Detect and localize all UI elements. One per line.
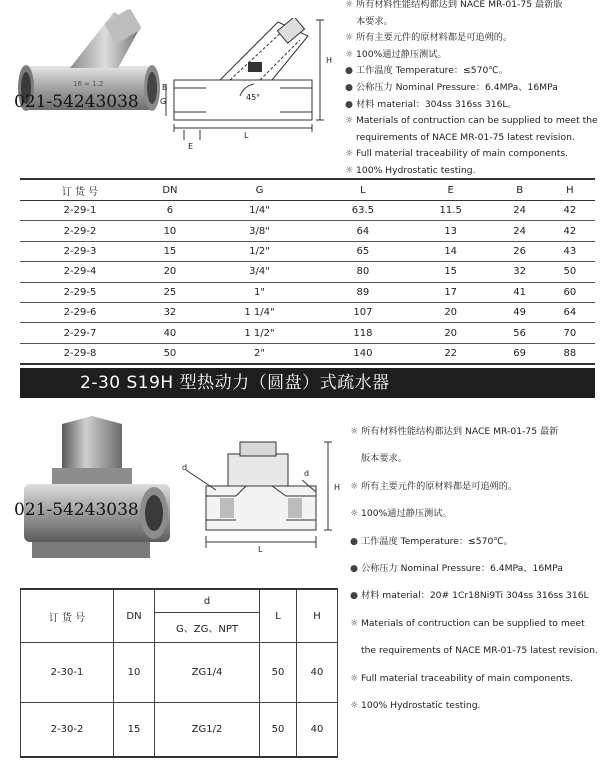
spec-line: ● 工作温度 Temperature：≤570℃。 [350,535,513,547]
table-cell: 80 [319,262,407,282]
spec-line: ☼ Full material traceability of main components. [345,148,569,160]
col-l: L [260,589,297,643]
y-strainer-spec-table [20,178,595,365]
table-cell: 40 [297,643,338,703]
spec-line: ☼ 100% Hydrostatic testing. [345,164,476,176]
table-cell: 1 1/2" [200,323,319,343]
col-order-no: 订 货 号 [21,589,114,643]
dim-g-label: G [160,97,167,106]
table-cell: 14 [407,241,495,261]
spec-line: ☼ Full material traceability of main components. [350,672,574,684]
table-cell: 2-29-3 [20,241,140,261]
table-cell: 50 [260,643,297,703]
table-cell: ZG1/4 [155,643,260,703]
table-cell: 65 [319,241,407,261]
steam-trap-spec-table [20,588,338,758]
table-cell: 3/4" [200,262,319,282]
table-cell: 88 [545,343,595,364]
table-cell: 2-30-1 [21,643,114,703]
table-cell: 15 [407,262,495,282]
spec-line: requirements of NACE MR-01-75 latest revision. [356,131,575,143]
table-cell: 64 [545,302,595,322]
table-cell: 26 [495,241,545,261]
table-row [20,221,595,241]
table-cell: 50 [260,703,297,757]
table-cell: 42 [545,201,595,221]
col-b: B [495,179,545,201]
table-cell: 140 [319,343,407,364]
table-row [20,241,595,261]
col-l: L [319,179,407,201]
spec-line: ☼ Materials of contruction can be supplied to meet the [345,115,598,127]
spec-line: ☼ 所有材料性能结构都达到 NACE MR-01-75 最新 [350,426,559,437]
table-cell: 24 [495,221,545,241]
table-cell: 20 [407,323,495,343]
table-row [20,262,595,282]
y-strainer-photo [18,4,163,144]
col-h: H [545,179,595,201]
table-cell: 22 [407,343,495,364]
table-cell: 42 [545,221,595,241]
table-row [21,703,338,757]
table-cell: 89 [319,282,407,302]
col-d-sub: G、ZG、NPT [155,613,260,643]
table-cell: 24 [495,201,545,221]
table-cell: 50 [140,343,200,364]
spec-line: ● 工作温度 Temperature：≤570℃。 [345,65,508,77]
dim-h-label-2: H [334,483,341,492]
spec-line: ☼ 所有主要元件的原材料都是可追朔的。 [350,480,518,492]
spec-line: ● 材料 material：304ss 316ss 316L。 [345,98,517,110]
table-header-row [21,589,338,613]
spec-line: ☼ 100%通过静压测试。 [350,508,452,520]
table-cell: 13 [407,221,495,241]
table-cell: 32 [495,262,545,282]
table-cell: 70 [545,323,595,343]
phone-watermark: 021-54243038 [14,92,139,112]
table-cell: 2" [200,343,319,364]
table-cell: 10 [140,221,200,241]
spec-line: ☼ 所有主要元件的原材料都是可追朔的。 [345,32,513,44]
table-cell: 107 [319,302,407,322]
steam-trap-drawing [176,440,352,554]
col-g: G [200,179,319,201]
section-title: 2-30 S19H 型热动力（圆盘）式疏水器 [80,373,390,393]
spec-line: the requirements of NACE MR-01-75 latest revision. [361,645,598,657]
table-cell: 3/8" [200,221,319,241]
col-dn: DN [114,589,155,643]
table-cell: 1/2" [200,241,319,261]
spec-line: 本要求。 [356,15,393,27]
col-h: H [297,589,338,643]
table-cell: 69 [495,343,545,364]
table-cell: 10 [114,643,155,703]
table-cell: 1/4" [200,201,319,221]
section-title-banner [20,368,595,398]
table-cell: 63.5 [319,201,407,221]
table-cell: 40 [297,703,338,757]
top-spec-list [345,0,598,180]
table-cell: 40 [140,323,200,343]
spec-line: ☼ 100% Hydrostatic testing. [350,700,481,712]
table-cell: 15 [114,703,155,757]
table-cell: 2-30-2 [21,703,114,757]
dim-l-label: L [244,131,249,140]
table-cell: 2-29-4 [20,262,140,282]
table-cell: 25 [140,282,200,302]
table-cell: 11.5 [407,201,495,221]
spec-line: ☼ 所有材料性能结构都达到 NACE MR-01-75 最新版 [345,0,563,10]
col-order-no: 订 货 号 [20,179,140,201]
table-row [20,323,595,343]
table-cell: 17 [407,282,495,302]
spec-line: ● 公称压力 Nominal Pressure：6.4MPa、16MPa [350,563,563,575]
table-cell: 64 [319,221,407,241]
angle-label: 45° [246,93,261,102]
col-e: E [407,179,495,201]
table-cell: 43 [545,241,595,261]
table-cell: 1" [200,282,319,302]
table-header-row [20,179,595,201]
table-cell: 56 [495,323,545,343]
table-cell: 118 [319,323,407,343]
table-cell: 60 [545,282,595,302]
dim-d-label: d [182,463,188,472]
table-cell: 2-29-2 [20,221,140,241]
table-cell: 50 [545,262,595,282]
svg-text:16 ∞ 1.2: 16 ∞ 1.2 [73,80,104,88]
col-d: d [155,589,260,613]
table-row [20,343,595,364]
table-row [20,302,595,322]
dim-h-label: H [326,56,333,65]
table-row [21,643,338,703]
table-cell: 1 1/4" [200,302,319,322]
table-cell: 20 [407,302,495,322]
spec-line: ☼ 100%通过静压测试。 [345,48,447,60]
spec-line: ☼ Materials of contruction can be supplied to meet [350,617,585,629]
table-cell: 2-29-5 [20,282,140,302]
y-strainer-drawing [160,18,340,150]
spec-line: ● 公称压力 Nominal Pressure：6.4MPa、16MPa [345,81,558,93]
col-dn: DN [140,179,200,201]
steam-trap-photo [22,412,172,562]
table-cell: 2-29-7 [20,323,140,343]
table-cell: 2-29-6 [20,302,140,322]
table-cell: 49 [495,302,545,322]
spec-line: ● 材料 material：20# 1Cr18Ni9Ti 304ss 316ss 316L [350,590,589,602]
table-cell: 6 [140,201,200,221]
dim-e-label: E [188,142,194,150]
spec-line: 版本要求。 [361,453,407,465]
table-cell: 32 [140,302,200,322]
table-cell: 15 [140,241,200,261]
phone-watermark-2: 021-54243038 [14,500,139,520]
table-cell: 2-29-1 [20,201,140,221]
dim-b-label: B [162,83,168,92]
table-row [20,282,595,302]
bottom-spec-list [350,418,598,719]
table-cell: 41 [495,282,545,302]
table-cell: 2-29-8 [20,343,140,364]
table-row [20,201,595,221]
dim-l-label-2: L [258,545,263,554]
dim-d2-label: d [304,469,310,478]
table-cell: 20 [140,262,200,282]
table-cell: ZG1/2 [155,703,260,757]
